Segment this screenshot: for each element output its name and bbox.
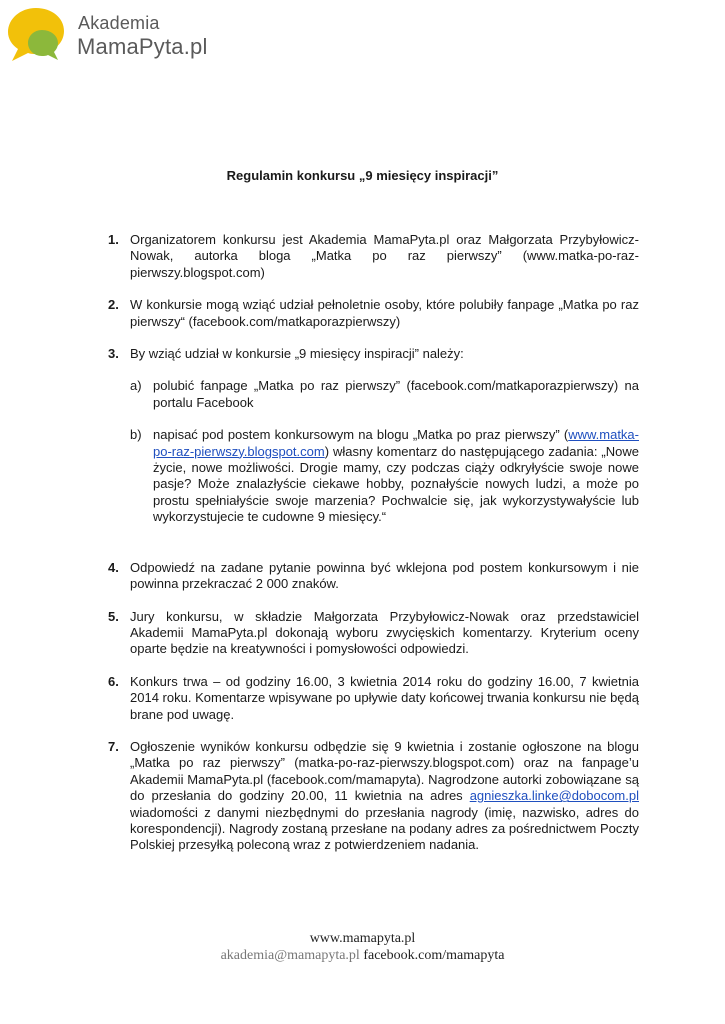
rule-item-1 xyxy=(108,232,639,281)
sub-text: polubić fanpage „Matka po raz pierwszy” (facebook.com/matkaporazpierwszy) na portalu Facebook xyxy=(153,378,639,410)
rule-text: Odpowiedź na zadane pytanie powinna być wklejona pod postem konkursowym i nie powinna przekraczać 2 000 znaków. xyxy=(130,559,639,592)
rule-number: 4. xyxy=(108,559,119,575)
rule-text: By wziąć udział w konkursie „9 miesięcy inspiracji” należy: xyxy=(130,346,464,362)
rule-text-before: Ogłoszenie wyników konkursu odbędzie się 9 kwietnia i zostanie ogłoszone na blogu „Matka po raz pierwszy” (matka-po-raz-pierwszy.blogspot.com) oraz na fanpage’u Akademii MamaPyta.pl (facebook.com/mamapyta). Nagrodzone autorki zobowiązane są do przesłania do godziny 20.00, 11 kwietnia na adres xyxy=(130,738,639,804)
rule-text: Organizatorem konkursu jest Akademia MamaPyta.pl oraz Małgorzata Przybyłowicz-Nowak, autorka bloga „Matka po raz pierwszy” (www.matka-po-raz-pierwszy.blogspot.com) xyxy=(130,232,639,280)
rule-item-6 xyxy=(108,674,639,723)
sub-item-a xyxy=(130,378,639,411)
rule-item-3 xyxy=(108,346,639,526)
sub-item-b xyxy=(130,427,639,525)
logo-text-line2: MamaPyta.pl xyxy=(77,34,208,59)
rule-number: 7. xyxy=(108,738,119,754)
footer-facebook[interactable]: facebook.com/mamapyta xyxy=(363,948,505,963)
footer-contacts xyxy=(0,947,725,964)
rule-number: 2. xyxy=(108,297,119,313)
rule-number: 5. xyxy=(108,608,119,624)
document-title: Regulamin konkursu „9 miesięcy inspiracji” xyxy=(226,168,499,183)
rule-item-7 xyxy=(108,739,639,854)
rule-item-4 xyxy=(108,560,639,593)
rule-text: W konkursie mogą wziąć udział pełnoletnie osoby, które polubiły fanpage „Matka po raz pierwszy“ (facebook.com/matkaporazpierwszy) xyxy=(130,297,639,329)
rule-item-2 xyxy=(108,297,639,330)
blog-link[interactable]: www.matka-po-raz-pierwszy.blogspot.com xyxy=(153,427,639,459)
rule-number: 6. xyxy=(108,673,119,689)
logo-text-line1: Akademia xyxy=(78,13,160,33)
rule-number: 3. xyxy=(108,346,119,362)
footer-website[interactable]: www.mamapyta.pl xyxy=(309,931,416,946)
page-footer xyxy=(0,930,725,964)
rule-item-5 xyxy=(108,609,639,658)
logo xyxy=(6,4,226,64)
rule-text-after: wiadomości z danymi niezbędnymi do przesłania nagrody (imię, nazwisko, adres do korespondencji). Nagrody zostaną przesłane na podany adres za pośrednictwem Poczty Polskiej przesyłką poleconą wraz z potwierdzeniem nadania. xyxy=(130,804,639,853)
rules-list xyxy=(108,232,639,870)
rule-text: Konkurs trwa – od godziny 16.00, 3 kwietnia 2014 roku do godziny 16.00, 7 kwietnia 2014 roku. Komentarze wpisywane po upływie daty końcowej trwania konkursu nie będą brane pod uwagę. xyxy=(130,673,639,722)
sub-number: b) xyxy=(130,427,142,443)
speech-bubbles-logo-icon xyxy=(6,4,66,64)
sub-number: a) xyxy=(130,378,142,394)
rule-text: Jury konkursu, w składzie Małgorzata Przybyłowicz-Nowak oraz przedstawiciel Akademii MamaPyta.pl dokonają wyboru zwycięskich komentarzy. Kryterium oceny oparte będzie na kreatywności i pomysłowości odpowiedzi. xyxy=(130,608,639,657)
sub-text-before: napisać pod postem konkursowym na blogu „Matka po praz pierwszy” ( xyxy=(153,427,569,443)
sub-text-after: ) własny komentarz do następującego zadania: „Nowe życie, nowe możliwości. Drogie mamy, czy podczas ciąży odkryłyście swoje nowe pasje? Może znalazłyście ciekawe hobby, poznałyście nowych ludzi, a może po prostu spełniałyście swoje marzenia? Pochwalcie się, jak wykorzystywałyście lub wykorzystujecie te cudowne 9 miesięcy.“ xyxy=(153,443,639,525)
footer-email[interactable]: akademia@mamapyta.pl xyxy=(220,948,360,963)
rule-number: 1. xyxy=(108,232,119,247)
email-link[interactable]: agnieszka.linke@dobocom.pl xyxy=(469,788,639,804)
